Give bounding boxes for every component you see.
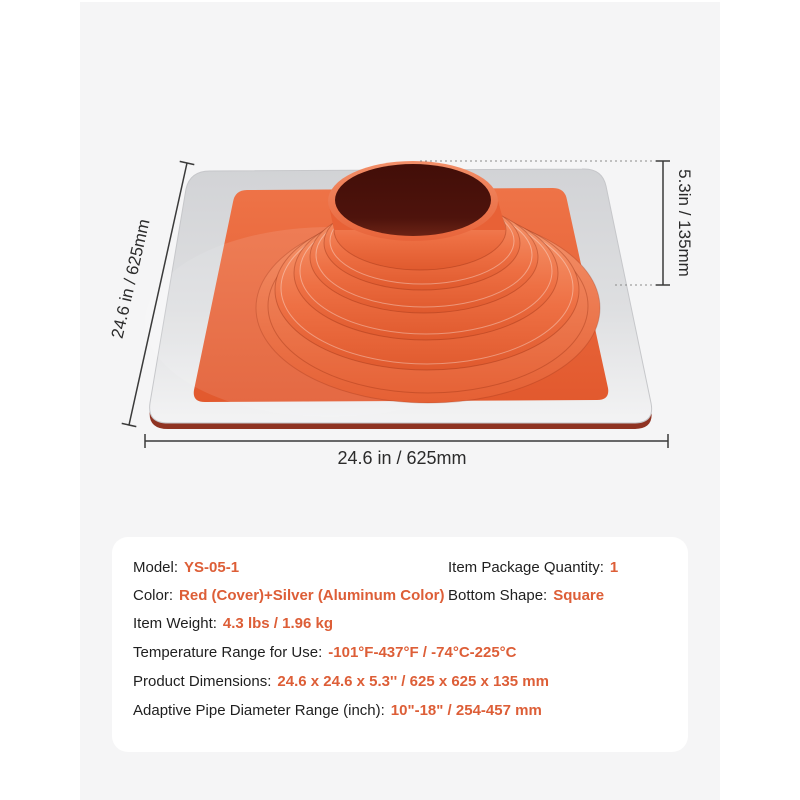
package-quantity bbox=[448, 558, 618, 578]
package-quantity-label: Item Package Quantity: bbox=[448, 559, 604, 576]
dimension-label-bottom: 24.6 in / 625mm bbox=[337, 448, 467, 468]
pipe-opening bbox=[335, 164, 491, 236]
pipe-range-label: Adaptive Pipe Diameter Range (inch): bbox=[133, 702, 385, 719]
temperature-value: -101°F-437°F / -74°C-225°C bbox=[328, 644, 517, 661]
model-value: YS-05-1 bbox=[184, 559, 240, 576]
spec-row-color-shape bbox=[133, 586, 672, 606]
spec-row-model-qty bbox=[133, 558, 672, 578]
bottom-shape bbox=[448, 586, 604, 606]
product-image-card bbox=[80, 2, 720, 800]
dimension-bottom bbox=[145, 434, 668, 448]
dimension-label-height: 5.3in / 135mm bbox=[675, 169, 694, 277]
temperature-label: Temperature Range for Use: bbox=[133, 644, 323, 661]
product-flashing-illustration bbox=[80, 2, 720, 532]
spec-row-weight bbox=[133, 614, 672, 634]
pipe-range-value: 10"-18" / 254-457 mm bbox=[390, 702, 542, 719]
spec-row-pipe-range bbox=[133, 701, 672, 721]
dimensions-value: 24.6 x 24.6 x 5.3'' / 625 x 625 x 135 mm bbox=[277, 673, 549, 690]
dimension-right bbox=[656, 161, 670, 285]
color-label: Color: bbox=[133, 587, 174, 604]
spec-panel bbox=[112, 537, 688, 752]
dimensions-label: Product Dimensions: bbox=[133, 673, 272, 690]
spec-row-dimensions bbox=[133, 672, 672, 692]
package-quantity-value: 1 bbox=[609, 559, 619, 576]
bottom-shape-value: Square bbox=[553, 587, 605, 604]
bottom-shape-label: Bottom Shape: bbox=[448, 587, 548, 604]
spec-row-temperature bbox=[133, 643, 672, 663]
color-value: Red (Cover)+Silver (Aluminum Color) bbox=[179, 587, 445, 604]
weight-value: 4.3 lbs / 1.96 kg bbox=[222, 615, 333, 632]
model-label: Model: bbox=[133, 559, 179, 576]
weight-label: Item Weight: bbox=[133, 615, 217, 632]
dimension-label-left: 24.6 in / 625mm bbox=[107, 217, 154, 341]
